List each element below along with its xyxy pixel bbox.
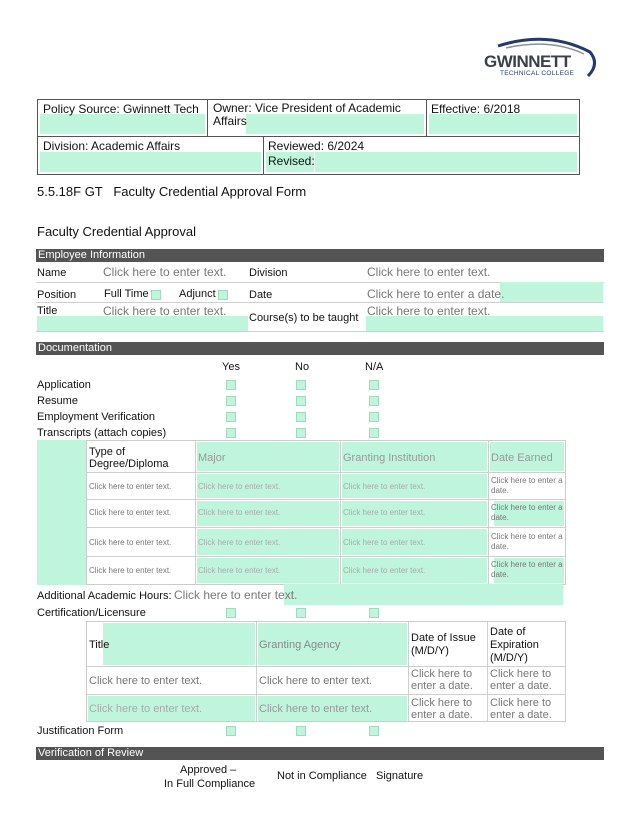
doc-row-label: Employment Verification [37, 411, 155, 423]
cert-agency-input[interactable]: Click here to enter text. [259, 675, 373, 687]
employment-yes-checkbox[interactable] [226, 412, 236, 422]
date-earned-input[interactable]: Click here to enter a date. [491, 560, 563, 579]
logo-name: GWINNETT [484, 52, 571, 71]
position-label: Position [37, 289, 77, 301]
institution-input[interactable]: Click here to enter text. [343, 508, 426, 517]
adjunct-checkbox[interactable] [218, 290, 228, 300]
title-label: Title [37, 305, 58, 317]
full-time-label: Full Time [104, 288, 149, 300]
major-input[interactable]: Click here to enter text. [198, 566, 281, 575]
date-input[interactable]: Click here to enter a date. [367, 287, 505, 301]
application-na-checkbox[interactable] [369, 380, 379, 390]
logo-subtitle: TECHNICAL COLLEGE [500, 70, 575, 77]
cert-issue-input[interactable]: Click here to enter a date. [411, 668, 473, 692]
cert-title-input[interactable]: Click here to enter text. [89, 675, 203, 687]
degree-type-input[interactable]: Click here to enter text. [89, 482, 172, 491]
major-input[interactable]: Click here to enter text. [198, 508, 281, 517]
cert-expiration-input[interactable]: Click here to enter a date. [490, 668, 552, 692]
policy-source: Policy Source: Gwinnett Tech [43, 102, 199, 116]
employment-na-checkbox[interactable] [369, 412, 379, 422]
degree-type-input[interactable]: Click here to enter text. [89, 538, 172, 547]
date-earned-input[interactable]: Click here to enter a date. [491, 503, 563, 522]
justification-na-checkbox[interactable] [369, 726, 379, 736]
justification-yes-checkbox[interactable] [226, 726, 236, 736]
doc-row-label: Transcripts (attach copies) [37, 427, 167, 439]
col-yes: Yes [222, 361, 240, 373]
employee-info-heading: Employee Information [36, 249, 604, 262]
cert-agency-header: Granting Agency [259, 639, 341, 651]
full-compliance-label: In Full Compliance [164, 778, 256, 790]
cert-issue-input[interactable]: Click here to enter a date. [411, 697, 473, 721]
degree-type-header: Type of Degree/Diploma [89, 446, 169, 470]
division: Division: Academic Affairs [43, 139, 181, 153]
institution-input[interactable]: Click here to enter text. [343, 566, 426, 575]
date-earned-header: Date Earned [491, 452, 553, 464]
cert-expiration-header: Date of Expiration (M/D/Y) [490, 626, 539, 664]
transcripts-yes-checkbox[interactable] [226, 428, 236, 438]
cert-title-input[interactable]: Click here to enter text. [89, 703, 203, 715]
revised-date: Revised: [268, 154, 315, 168]
resume-yes-checkbox[interactable] [226, 396, 236, 406]
not-compliance-label: Not in Compliance [277, 770, 367, 782]
col-no: No [295, 361, 310, 373]
date-label: Date [249, 289, 273, 301]
justification-no-checkbox[interactable] [296, 726, 306, 736]
doc-row-label: Resume [37, 395, 78, 407]
institution-input[interactable]: Click here to enter text. [343, 538, 426, 547]
documentation-heading: Documentation [36, 342, 604, 355]
name-label: Name [37, 267, 67, 279]
title-input[interactable]: Click here to enter text. [103, 304, 227, 318]
major-input[interactable]: Click here to enter text. [198, 538, 281, 547]
courses-input[interactable]: Click here to enter text. [367, 304, 491, 318]
form-title: Faculty Credential Approval [37, 224, 196, 239]
college-logo [478, 36, 600, 86]
doc-row-label: Application [37, 379, 91, 391]
additional-hours-input[interactable]: Click here to enter text. [174, 588, 298, 602]
owner: Owner: Vice President of Academic Affairs [213, 101, 401, 128]
certification-no-checkbox[interactable] [296, 608, 306, 618]
cert-title-header: Title [89, 639, 110, 651]
resume-no-checkbox[interactable] [296, 396, 306, 406]
certification-na-checkbox[interactable] [369, 608, 379, 618]
institution-input[interactable]: Click here to enter text. [343, 482, 426, 491]
name-input[interactable]: Click here to enter text. [103, 265, 227, 279]
certification-label: Certification/Licensure [37, 607, 146, 619]
approved-label: Approved – [180, 764, 237, 776]
cert-expiration-input[interactable]: Click here to enter a date. [490, 697, 552, 721]
resume-na-checkbox[interactable] [369, 396, 379, 406]
form-number: 5.5.18F GT Faculty Credential Approval Form [37, 184, 307, 199]
transcripts-no-checkbox[interactable] [296, 428, 306, 438]
signature-label: Signature [376, 770, 424, 782]
application-yes-checkbox[interactable] [226, 380, 236, 390]
additional-hours-label: Additional Academic Hours: [37, 590, 172, 602]
courses-label: Course(s) to be taught [249, 312, 359, 324]
major-input[interactable]: Click here to enter text. [198, 482, 281, 491]
adjunct-label: Adjunct [179, 288, 216, 300]
certification-yes-checkbox[interactable] [226, 608, 236, 618]
degree-type-input[interactable]: Click here to enter text. [89, 566, 172, 575]
degree-table-side [37, 440, 86, 585]
division-input[interactable]: Click here to enter text. [367, 265, 491, 279]
date-earned-input[interactable]: Click here to enter a date. [491, 476, 563, 495]
col-na: N/A [365, 361, 384, 373]
application-no-checkbox[interactable] [296, 380, 306, 390]
institution-header: Granting Institution [343, 452, 436, 464]
employment-no-checkbox[interactable] [296, 412, 306, 422]
justification-label: Justification Form [37, 725, 124, 737]
cert-agency-input[interactable]: Click here to enter text. [259, 703, 373, 715]
full-time-checkbox[interactable] [151, 290, 161, 300]
date-earned-input[interactable]: Click here to enter a date. [491, 532, 563, 551]
degree-type-input[interactable]: Click here to enter text. [89, 508, 172, 517]
effective-date: Effective: 6/2018 [431, 102, 521, 116]
reviewed-date: Reviewed: 6/2024 [268, 139, 365, 153]
transcripts-na-checkbox[interactable] [369, 428, 379, 438]
major-header: Major [198, 452, 226, 464]
verification-heading: Verification of Review [36, 747, 604, 760]
cert-issue-header: Date of Issue (M/D/Y) [411, 632, 476, 657]
division-label: Division [249, 267, 288, 279]
